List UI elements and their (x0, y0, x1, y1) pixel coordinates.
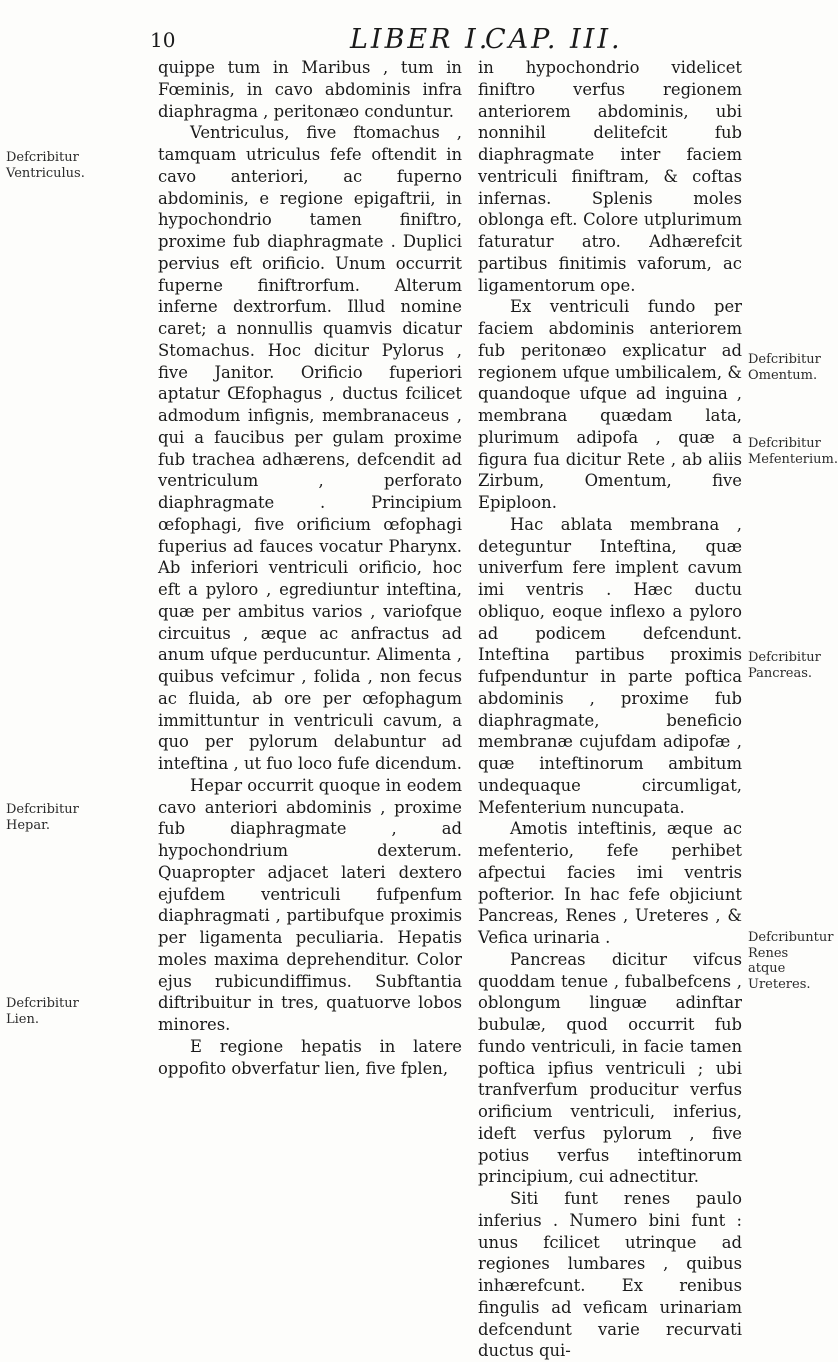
paragraph: quippe tum in Maribus , tum in Fœminis, in cavo abdominis infra diaphragma , peritonæo conduntur. (158, 58, 462, 121)
paragraph: Ex ventriculi fundo per faciem abdominis anteriorem fub peritonæo explicatur ad regionem ufque umbilicalem, & quandoque ufque ad inguina , membrana quædam lata, plurimum adipofa , quæ a figura fua dicitur Rete , ab aliis Zirbum, Omentum, five Epiploon. (478, 297, 742, 512)
paragraph: Ventriculus, five ftomachus , tamquam utriculus fefe oftendit in cavo anteriori, ac fuperno abdominis, e regione epigaftrii, in hypochondrio tamen finiftro, proxime fub diaphragmate . Duplici pervius eft orificio. Unum occurrit fuperne finiftrorfum. Alterum inferne dextrorfum. Illud nomine caret; a nonnullis quamvis dicatur Stomachus. Hoc dicitur Pylorus , five Janitor. Orificio fuperiori aptatur Œfophagus , ductus fcilicet admodum infignis, membranaceus , qui a faucibus per gulam proxime fub trachea adhærens, defcendit ad ventriculum , perforato diaphragmate . Principium œfophagi, five orificium œfophagi fuperius ad fauces vocatur Pharynx. Ab inferiori ventriculi orificio, hoc eft a pyloro , egrediuntur inteftina, quæ per ambitus varios , variofque circuitus , æque ac anfractus ad anum ufque perducuntur. Alimenta , quibus vefcimur , folida , non fecus ac fluida, ab ore per œfophagum immittuntur in ventriculi cavum, a quo per pylorum delabuntur ad inteftina , ut fuo loco fufe dicendum. (158, 123, 462, 773)
paragraph: Hac ablata membrana , deteguntur Inteftina, quæ univerfum fere implent cavum imi ventris . Hæc ductu obliquo, eoque inflexo a pyloro ad podicem defcendunt. Inteftina partibus proximis fufpenduntur in parte poftica abdominis , proxime fub diaphragmate, beneficio membranæ cujufdam adipofæ , quæ inteftinorum ambitum undequaque circumligat, Mefenterium nuncupata. (478, 514, 742, 817)
margin-note-hepar: Defcribitur Hepar. (6, 802, 79, 833)
paragraph: Siti funt renes paulo inferius . Numero bini funt : unus fcilicet utrinque ad regiones lumbares , quibus inhærefcunt. Ex renibus fingulis ad veficam urinariam defcendunt varie recurvati ductus qui- (478, 1189, 742, 1361)
paragraph: Amotis inteftinis, æque ac mefenterio, fefe perhibet afpectui facies imi ventris pofterior. In hac fefe objiciunt Pancreas, Renes , Ureteres , & Vefica urinaria . (478, 819, 742, 947)
running-title-book: LIBER I. (350, 24, 491, 55)
paragraph: Pancreas dicitur vifcus quoddam tenue , fubalbefcens , oblongum linguæ adinftar bubulæ, quod occurrit fub fundo ventriculi, in facie tamen poftica ipfius ventriculi ; ubi tranfverfum producitur verfus orificium ventriculi, inferius, ideft verfus pylorum , five potius verfus inteftinorum principium, cui adnectitur. (478, 949, 742, 1187)
margin-note-lien: Defcribitur Lien. (6, 996, 79, 1027)
margin-note-omentum: Defcribitur Omentum. (748, 352, 821, 383)
margin-note-renes: Defcribuntur Renes atque Ureteres. (748, 930, 834, 992)
margin-note-mesenterium: Defcribitur Mefenterium. (748, 436, 838, 467)
right-text-column (478, 57, 742, 1362)
margin-note-ventriculus: Defcribitur Ventriculus. (6, 150, 85, 181)
margin-note-pancreas: Defcribitur Pancreas. (748, 650, 821, 681)
page-header (40, 24, 760, 60)
running-title-chapter: CAP. III. (485, 24, 623, 55)
page-number: 10 (150, 28, 176, 52)
paragraph: E regione hepatis in latere oppofito obverfatur lien, five fplen, (158, 1036, 462, 1078)
paragraph: in hypochondrio videlicet finiftro verfus regionem anteriorem abdominis, ubi nonnihil delitefcit fub diaphragmate inter faciem ventriculi finiftram, & coftas infernas. Splenis moles oblonga eft. Colore utplurimum faturatur atro. Adhærefcit partibus finitimis vaforum, ac ligamentorum ope. (478, 58, 742, 295)
left-text-column (158, 57, 462, 1079)
paragraph: Hepar occurrit quoque in eodem cavo anteriori abdominis , proxime fub diaphragmate , ad hypochondrium dexterum. Quapropter adjacet lateri dextero ejufdem ventriculi fufpenfum diaphragmati , partibufque proximis per ligamenta peculiaria. Hepatis moles maxima deprehenditur. Color ejus rubicundiffimus. Subftantia diftribuitur in tres, quatuorve lobos minores. (158, 775, 462, 1034)
